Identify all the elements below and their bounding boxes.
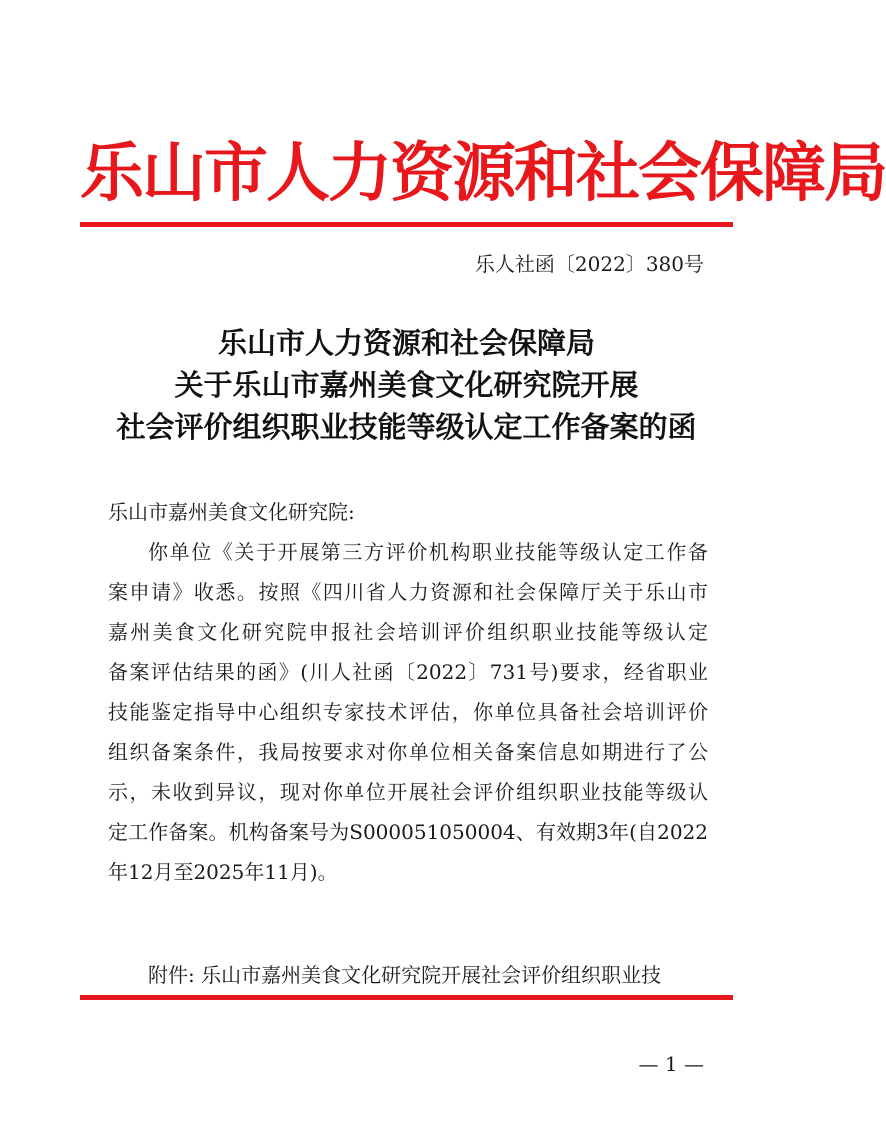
letterhead-red-rule	[80, 222, 733, 227]
title-line: 社会评价组织职业技能等级认定工作备案的函	[116, 410, 697, 444]
body-line: 你单位《关于开展第三方评价机构职业技能等级认定工作备	[148, 540, 708, 564]
salutation: 乐山市嘉州美食文化研究院:	[108, 500, 355, 524]
body-line: 示，未收到异议，现对你单位开展社会评价组织职业技能等级认	[108, 780, 708, 804]
attachment-note: 附件: 乐山市嘉州美食文化研究院开展社会评价组织职业技	[148, 963, 662, 987]
body-line: 定工作备案。机构备案号为S000051050004、有效期3年(自2022	[108, 820, 708, 844]
document-number: 乐人社函〔2022〕380号	[474, 252, 704, 276]
body-line: 年12月至2025年11月)。	[108, 860, 338, 884]
page-number: — 1 —	[638, 1052, 704, 1076]
letterhead-org-name: 乐山市人力资源和社会保障局	[80, 136, 886, 211]
title-line: 乐山市人力资源和社会保障局	[217, 326, 595, 360]
body-line: 技能鉴定指导中心组织专家技术评估，你单位具备社会培训评价	[108, 700, 708, 724]
footer-red-rule	[80, 995, 733, 1000]
body-paragraph	[108, 532, 708, 892]
body-line: 备案评估结果的函》(川人社函〔2022〕731号)要求，经省职业	[108, 660, 708, 684]
body-line: 案申请》收悉。按照《四川省人力资源和社会保障厅关于乐山市	[108, 580, 708, 604]
body-line: 嘉州美食文化研究院申报社会培训评价组织职业技能等级认定	[108, 620, 708, 644]
document-title	[80, 322, 733, 448]
title-line: 关于乐山市嘉州美食文化研究院开展	[174, 368, 639, 402]
body-line: 组织备案条件，我局按要求对你单位相关备案信息如期进行了公	[108, 740, 708, 764]
